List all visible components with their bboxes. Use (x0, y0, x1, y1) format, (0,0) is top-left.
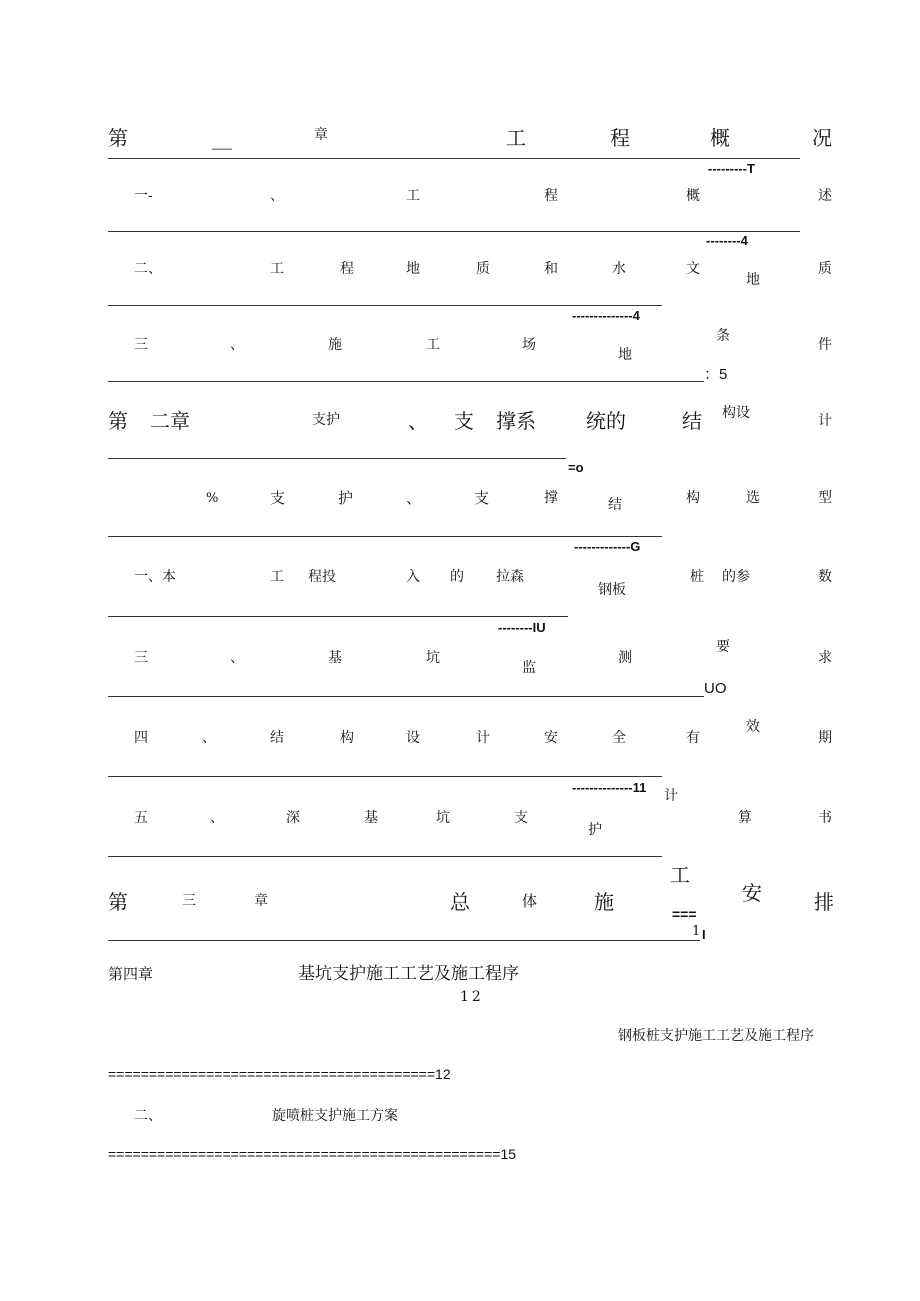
toc-r6-char: 坑 (426, 650, 440, 666)
toc-r8-char: 支 (514, 810, 528, 826)
toc-page-number: --------4 (706, 233, 748, 248)
toc-leader-line (108, 381, 704, 382)
toc-leader-line (108, 776, 662, 777)
toc-ch1-char: 概 (710, 126, 730, 150)
toc-r7-char: 设 (406, 730, 420, 746)
toc-r2-char: 二、 (134, 261, 162, 277)
toc-r8-char: 坑 (436, 810, 450, 826)
toc-r4-char: 护 (338, 489, 354, 507)
toc-r4-char: 撑 (544, 490, 558, 506)
toc-s2-number: 二、 (134, 1108, 162, 1124)
toc-r4-char: 支 (270, 489, 286, 507)
toc-leader-line (108, 231, 800, 232)
toc-s1-name: 钢板桩支护施工工艺及施工程序 (618, 1028, 814, 1044)
toc-ch1-char: 章 (314, 127, 328, 143)
toc-r1-char: 述 (818, 188, 832, 204)
toc-leader-line (108, 856, 662, 857)
toc-ch2-char: 计 (818, 413, 832, 429)
toc-ch2-char: 第 (108, 409, 128, 433)
toc-r7-char: 构 (340, 730, 354, 746)
toc-ch2-char: 支护 (312, 412, 340, 428)
toc-r8-char: 、 (210, 810, 224, 826)
toc-r1-char: 程 (544, 188, 558, 204)
toc-r3-char: 、 (230, 337, 244, 353)
toc-page-number: 1 (692, 924, 701, 939)
toc-r6-char: 监 (522, 660, 536, 676)
toc-ch2-char: 统的 (586, 409, 626, 433)
toc-ch2-char: 撑系 (496, 409, 536, 433)
toc-r6-char: 三 (134, 650, 148, 666)
toc-ch1-char: 况 (812, 126, 832, 150)
toc-page-number: ---------T (708, 161, 755, 176)
toc-r2-char: 水 (612, 261, 626, 277)
toc-leader-equals: ================================================15 (108, 1146, 517, 1162)
toc-r5-char: 桩 (690, 569, 704, 585)
toc-r5-char: 程投 (308, 569, 336, 585)
toc-r3-char: 场 (522, 337, 536, 353)
toc-leader-line (108, 536, 662, 537)
toc-r7-char: 全 (612, 730, 626, 746)
toc-ch3-char: 体 (522, 892, 538, 910)
toc-ch3-char: === (672, 906, 697, 922)
toc-r2-char: 程 (340, 261, 354, 277)
toc-r3-char: 件 (818, 337, 832, 353)
toc-r7-char: 期 (818, 730, 832, 746)
toc-ch1-char: 第 (108, 126, 128, 150)
toc-r8-char: 书 (818, 810, 832, 826)
toc-r5-char: 工 (270, 569, 284, 585)
toc-r1-char: 一- (134, 188, 153, 204)
toc-r2-char: 地 (746, 272, 760, 288)
toc-ch1-char: __ (212, 126, 232, 150)
toc-r4-char: 型 (818, 490, 832, 506)
toc-r7-char: 、 (202, 730, 216, 746)
toc-r7-char: 效 (746, 719, 760, 735)
toc-ch3-char: 三 (182, 893, 196, 909)
toc-page-number: -------------G (574, 539, 641, 554)
toc-r3-char: 三 (134, 337, 148, 353)
toc-leader-line (108, 158, 800, 159)
toc-r1-char: 工 (406, 188, 420, 204)
toc-r8-char: 护 (588, 822, 602, 838)
toc-r3-char: 地 (618, 347, 632, 363)
toc-ch3-char: 施 (594, 890, 614, 914)
toc-page-number: --------IU (498, 620, 546, 635)
toc-ch2-char: 构设 (722, 405, 750, 421)
toc-r4-char: 支 (474, 489, 490, 507)
toc-page-number: --------------11 (572, 780, 647, 795)
toc-r2-char: 文 (686, 261, 700, 277)
toc-ch1-char: 工 (506, 126, 526, 150)
toc-r3-char: 施 (328, 337, 342, 353)
toc-ch2-char: 支 (454, 409, 474, 433)
toc-leader-line (108, 696, 704, 697)
toc-r1-char: 概 (686, 188, 700, 204)
toc-r2-char: 工 (270, 261, 284, 277)
toc-r2-char: 和 (544, 261, 558, 277)
toc-r4-char: % (206, 491, 219, 506)
toc-r7-char: 安 (544, 730, 558, 746)
toc-ch2-char: 结 (682, 409, 702, 433)
toc-leader-line (108, 458, 566, 459)
toc-r8-char: 深 (286, 810, 300, 826)
toc-r4-char: 构 (686, 490, 700, 506)
toc-r2-char: 质 (818, 261, 832, 277)
toc-r7-char: 四 (134, 730, 148, 746)
toc-r5-char: 的 (450, 569, 464, 585)
toc-r5-char: 入 (406, 569, 420, 585)
toc-r6-char: 基 (328, 650, 342, 666)
toc-r7-char: 计 (476, 730, 490, 746)
toc-r5-char: 钢板 (598, 582, 626, 598)
toc-ch4-title: 第四章 (108, 965, 154, 983)
toc-r1-char: 、 (270, 188, 284, 204)
toc-r4-char: 、 (406, 489, 422, 507)
toc-ch2-char: 二章 (150, 409, 190, 433)
toc-leader-equals: ========================================12 (108, 1066, 451, 1082)
toc-ch1-char: 程 (610, 126, 630, 150)
toc-ch3-char: 第 (108, 890, 128, 914)
toc-ch3-char: 章 (254, 893, 268, 909)
toc-r6-char: 要 (716, 639, 730, 655)
toc-r7-char: 结 (270, 730, 284, 746)
toc-leader-line (108, 616, 568, 617)
toc-page-number: ：5 (704, 366, 728, 383)
toc-ch3-char: 总 (450, 890, 470, 914)
toc-page-number: I (702, 927, 706, 942)
toc-r5-char: 数 (818, 569, 832, 585)
toc-r8-char: 五 (134, 810, 148, 826)
toc-r2-char: 地 (406, 261, 420, 277)
toc-r3-char: 工 (426, 337, 440, 353)
toc-page-number: =o (568, 460, 584, 475)
toc-ch4-name: 基坑支护施工工艺及施工程序 (298, 964, 519, 984)
toc-ch3-char: 排 (814, 890, 834, 914)
toc-ch2-char: 、 (408, 409, 428, 433)
toc-page-number: UO (704, 680, 727, 697)
toc-ch3-char: 安 (742, 881, 762, 905)
toc-r5-char: 的参 (722, 569, 750, 585)
toc-leader-line (108, 940, 700, 941)
toc-r7-char: 有 (686, 730, 700, 746)
toc-r6-char: 、 (230, 650, 244, 666)
toc-leader-line (108, 305, 662, 306)
toc-r8-char: 基 (364, 810, 378, 826)
toc-r5-char: 一、本 (134, 569, 176, 585)
toc-r4-char: 结 (608, 497, 622, 513)
toc-r5-char: 拉森 (496, 569, 524, 585)
toc-r8-char: 算 (738, 810, 752, 826)
toc-s2-name: 旋喷桩支护施工方案 (272, 1108, 398, 1124)
toc-r4-char: 选 (746, 490, 760, 506)
toc-r3-char: 条 (716, 328, 730, 344)
toc-page-number: 12 (460, 989, 484, 1005)
toc-r6-char: 求 (818, 650, 832, 666)
toc-r8-char: 计 (664, 788, 678, 804)
toc-ch3-char: 工 (670, 863, 690, 887)
toc-page-number: --------------4 (572, 308, 640, 323)
toc-r2-char: 质 (476, 261, 490, 277)
toc-r6-char: 测 (618, 650, 632, 666)
